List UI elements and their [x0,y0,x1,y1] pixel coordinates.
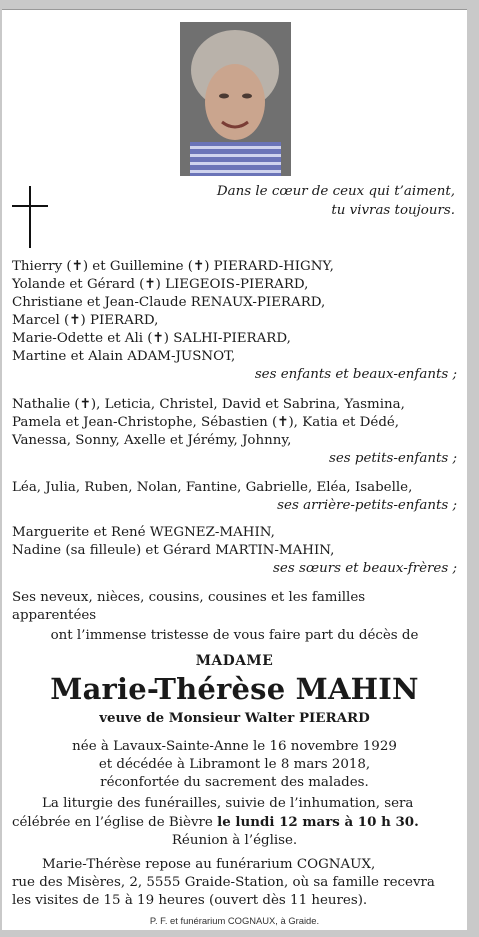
cross-icon [12,186,48,248]
funeral-section [12,795,457,850]
funeral-place: célébrée en l’église de Bièvre [12,815,218,830]
family-line: Christiane et Jean-Claude RENAUX-PIERARD, [12,295,326,310]
relatives-line: Ses neveux, nièces, cousins, cousines et les familles [12,590,366,605]
funeral-line: La liturgie des funérailles, suivie de l’inhumation, sera [42,796,414,811]
family-line: Marcel (✝) PIERARD, [12,313,159,328]
motto [217,182,455,220]
family-line: Marie-Odette et Ali (✝) SALHI-PIERARD, [12,331,291,346]
life-line: et décédée à Libramont le 8 mars 2018, [98,757,371,772]
family-line: Nadine (sa filleule) et Gérard MARTIN-MAHIN, [12,543,335,558]
footer-credit: P. F. et funérarium COGNAUX, à Graide. [149,915,320,926]
family-line: Nathalie (✝), Leticia, Christel, David et Sabrina, Yasmina, [12,397,405,412]
life-line: réconfortée du sacrement des malades. [100,775,369,790]
announcement: ont l’immense tristesse de vous faire part du décès de [50,628,419,643]
relation-role: ses sœurs et beaux-frères ; [273,561,457,576]
family-line: Thierry (✝) et Guillemine (✝) PIERARD-HIGNY, [12,259,334,274]
funeral-date: le lundi 12 mars à 10 h 30. [217,814,419,830]
visits-line: rue des Misères, 2, 5555 Graide-Station, où sa famille recevra [12,875,435,890]
family-line: Yolande et Gérard (✝) LIEGEOIS-PIERARD, [12,277,309,292]
funeral-meeting: Réunion à l’église. [171,833,298,848]
great-grandchildren-section [12,479,457,515]
motto-line: tu vivras toujours. [331,203,455,218]
relation-role: ses arrière-petits-enfants ; [277,498,457,513]
family-line: Vanessa, Sonny, Axelle et Jérémy, Johnny, [12,433,292,448]
visits-line: les visites de 15 à 19 heures (ouvert dès 11 heures). [12,893,368,908]
relatives-section [12,589,457,645]
portrait-photo [180,22,291,176]
relation-role: ses petits-enfants ; [329,451,457,466]
life-section [12,738,457,792]
deceased-title: MADAME [195,653,274,669]
relation-role: ses enfants et beaux-enfants ; [254,367,457,382]
deceased-section [12,652,457,727]
life-line: née à Lavaux-Sainte-Anne le 16 novembre 1929 [72,739,397,754]
relatives-line: apparentées [12,608,97,623]
family-line: Marguerite et René WEGNEZ-MAHIN, [12,525,275,540]
family-line: Pamela et Jean-Christophe, Sébastien (✝), Katia et Dédé, [12,415,400,430]
visits-line: Marie-Thérèse repose au funérarium COGNAUX, [42,857,376,872]
family-line: Martine et Alain ADAM-JUSNOT, [12,349,236,364]
deceased-name: Marie-Thérèse MAHIN [50,672,419,706]
motto-line: Dans le cœur de ceux qui t’aiment, [216,184,455,199]
visits-section [12,856,457,910]
family-line: Léa, Julia, Ruben, Nolan, Fantine, Gabrielle, Eléa, Isabelle, [12,480,413,495]
children-section [12,258,457,384]
siblings-section [12,524,457,578]
grandchildren-section [12,396,457,468]
widow-of: veuve de Monsieur Walter PIERARD [99,710,370,726]
obituary-card [2,9,467,930]
